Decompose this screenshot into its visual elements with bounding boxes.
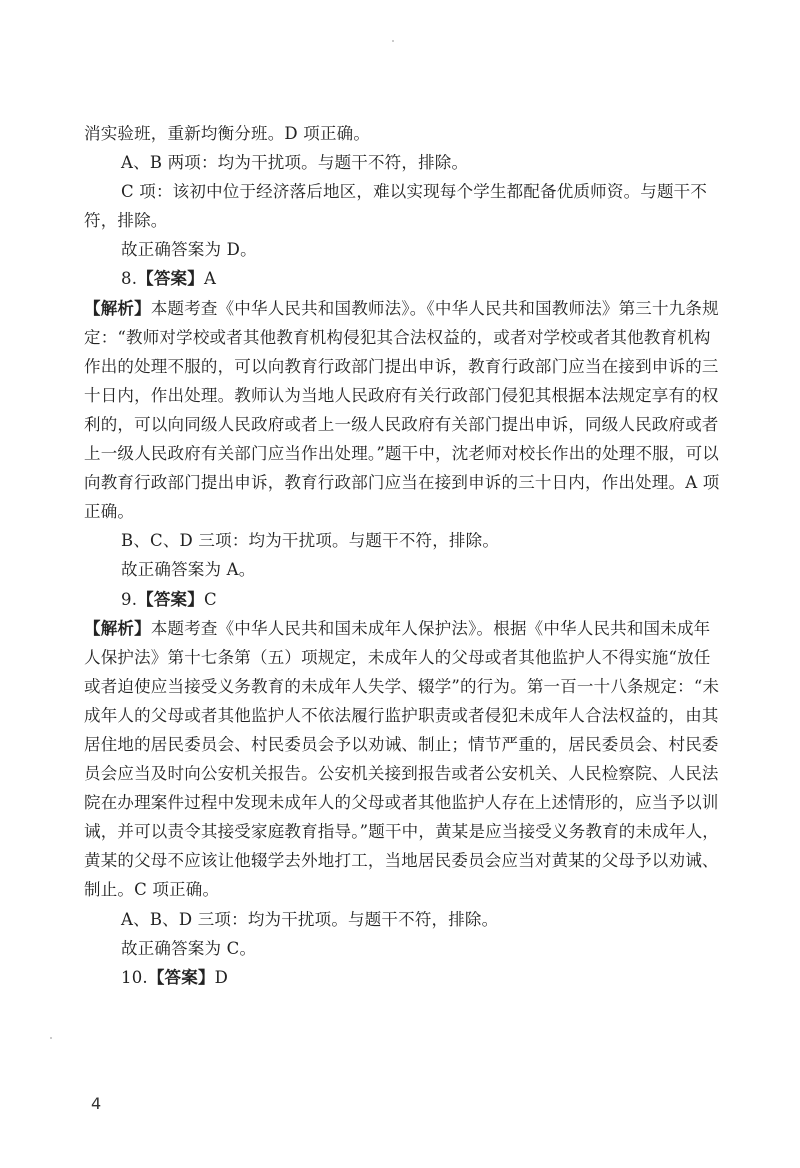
page-content (84, 119, 724, 992)
q9-answer: C (203, 589, 217, 609)
q9-analysis (84, 614, 724, 905)
q8-answer-line (84, 264, 724, 293)
q8-number: 8. (121, 269, 138, 289)
q9-distractors: A、B、D 三项：均为干扰项。与题干不符，排除。 (121, 909, 499, 929)
q8-analysis-text: 本题考查《中华人民共和国教师法》。《中华人民共和国教师法》第三十九条规定：“教师对学校或者其他教育机构侵犯其合法权益的，或者对学校或者其他教育机构作出的处理不服的，可以向教育行政部门提出申诉，教育行政部门应当在接到申诉的三十日内，作出处理。教师认为当地人民政府有关行政部门侵犯其根据本法规定享有的权利的，可以向同级人民政府或者上一级人民政府有关部门提出申诉，同级人民政府或者上一级人民政府有关部门应当作出处理。”题干中，沈老师对校长作出的处理不服，可以向教育行政部门提出申诉，教育行政部门应当在接到申诉的三十日内，作出处理。A 项正确。 (84, 298, 720, 522)
paragraph-q7-tail: 消实验班，重新均衡分班。D 项正确。 (84, 124, 371, 143)
q9-final: 故正确答案为 C。 (121, 938, 257, 958)
paragraph-q7-ab: A、B 两项：均为干扰项。与题干不符，排除。 (121, 153, 469, 173)
q8-analysis (84, 294, 724, 527)
q9-answer-line (84, 585, 724, 614)
scan-speck (392, 40, 394, 42)
paragraph-q7-final: 故正确答案为 D。 (121, 240, 257, 260)
q10-answer-tag: 【答案】 (147, 967, 215, 987)
q9-analysis-tag: 【解析】 (84, 618, 151, 638)
q8-answer: A (203, 269, 217, 289)
q9-analysis-text: 本题考查《中华人民共和国未成年人保护法》。根据《中华人民共和国未成年人保护法》第十七条第（五）项规定，未成年人的父母或者其他监护人不得实施“放任或者迫使应当接受义务教育的未成年人失学、辍学”的行为。第一百一十八条规定：“未成年人的父母或者其他监护人不依法履行监护职责或者侵犯未成年人合法权益的，由其居住地的居民委员会、村民委员会予以劝诫、制止；情节严重的，居民委员会、村民委员会应当及时向公安机关报告。公安机关接到报告或者公安机关、人民检察院、人民法院在办理案件过程中发现未成年人的父母或者其他监护人存在上述情形的，应当予以训诫，并可以责令其接受家庭教育指导。”题干中，黄某是应当接受义务教育的未成年人，黄某的父母不应该让他辍学去外地打工，当地居民委员会应当对黄某的父母予以劝诫、制止。C 项正确。 (84, 618, 720, 900)
q9-answer-tag: 【答案】 (137, 589, 204, 609)
paragraph-q7-c: C 项：该初中位于经济落后地区，难以实现每个学生都配备优质师资。与题干不符，排除。 (84, 182, 708, 231)
q8-final: 故正确答案为 A。 (121, 560, 256, 580)
q8-analysis-tag: 【解析】 (84, 298, 151, 318)
scan-speck (50, 1037, 52, 1039)
q8-answer-tag: 【答案】 (137, 269, 204, 289)
q9-number: 9. (121, 589, 138, 609)
q10-answer-line (84, 963, 724, 992)
q10-answer: D (214, 967, 229, 987)
q8-distractors: B、C、D 三项：均为干扰项。与题干不符，排除。 (121, 531, 500, 551)
page-number: 4 (91, 1094, 102, 1113)
q10-number: 10. (121, 967, 148, 987)
